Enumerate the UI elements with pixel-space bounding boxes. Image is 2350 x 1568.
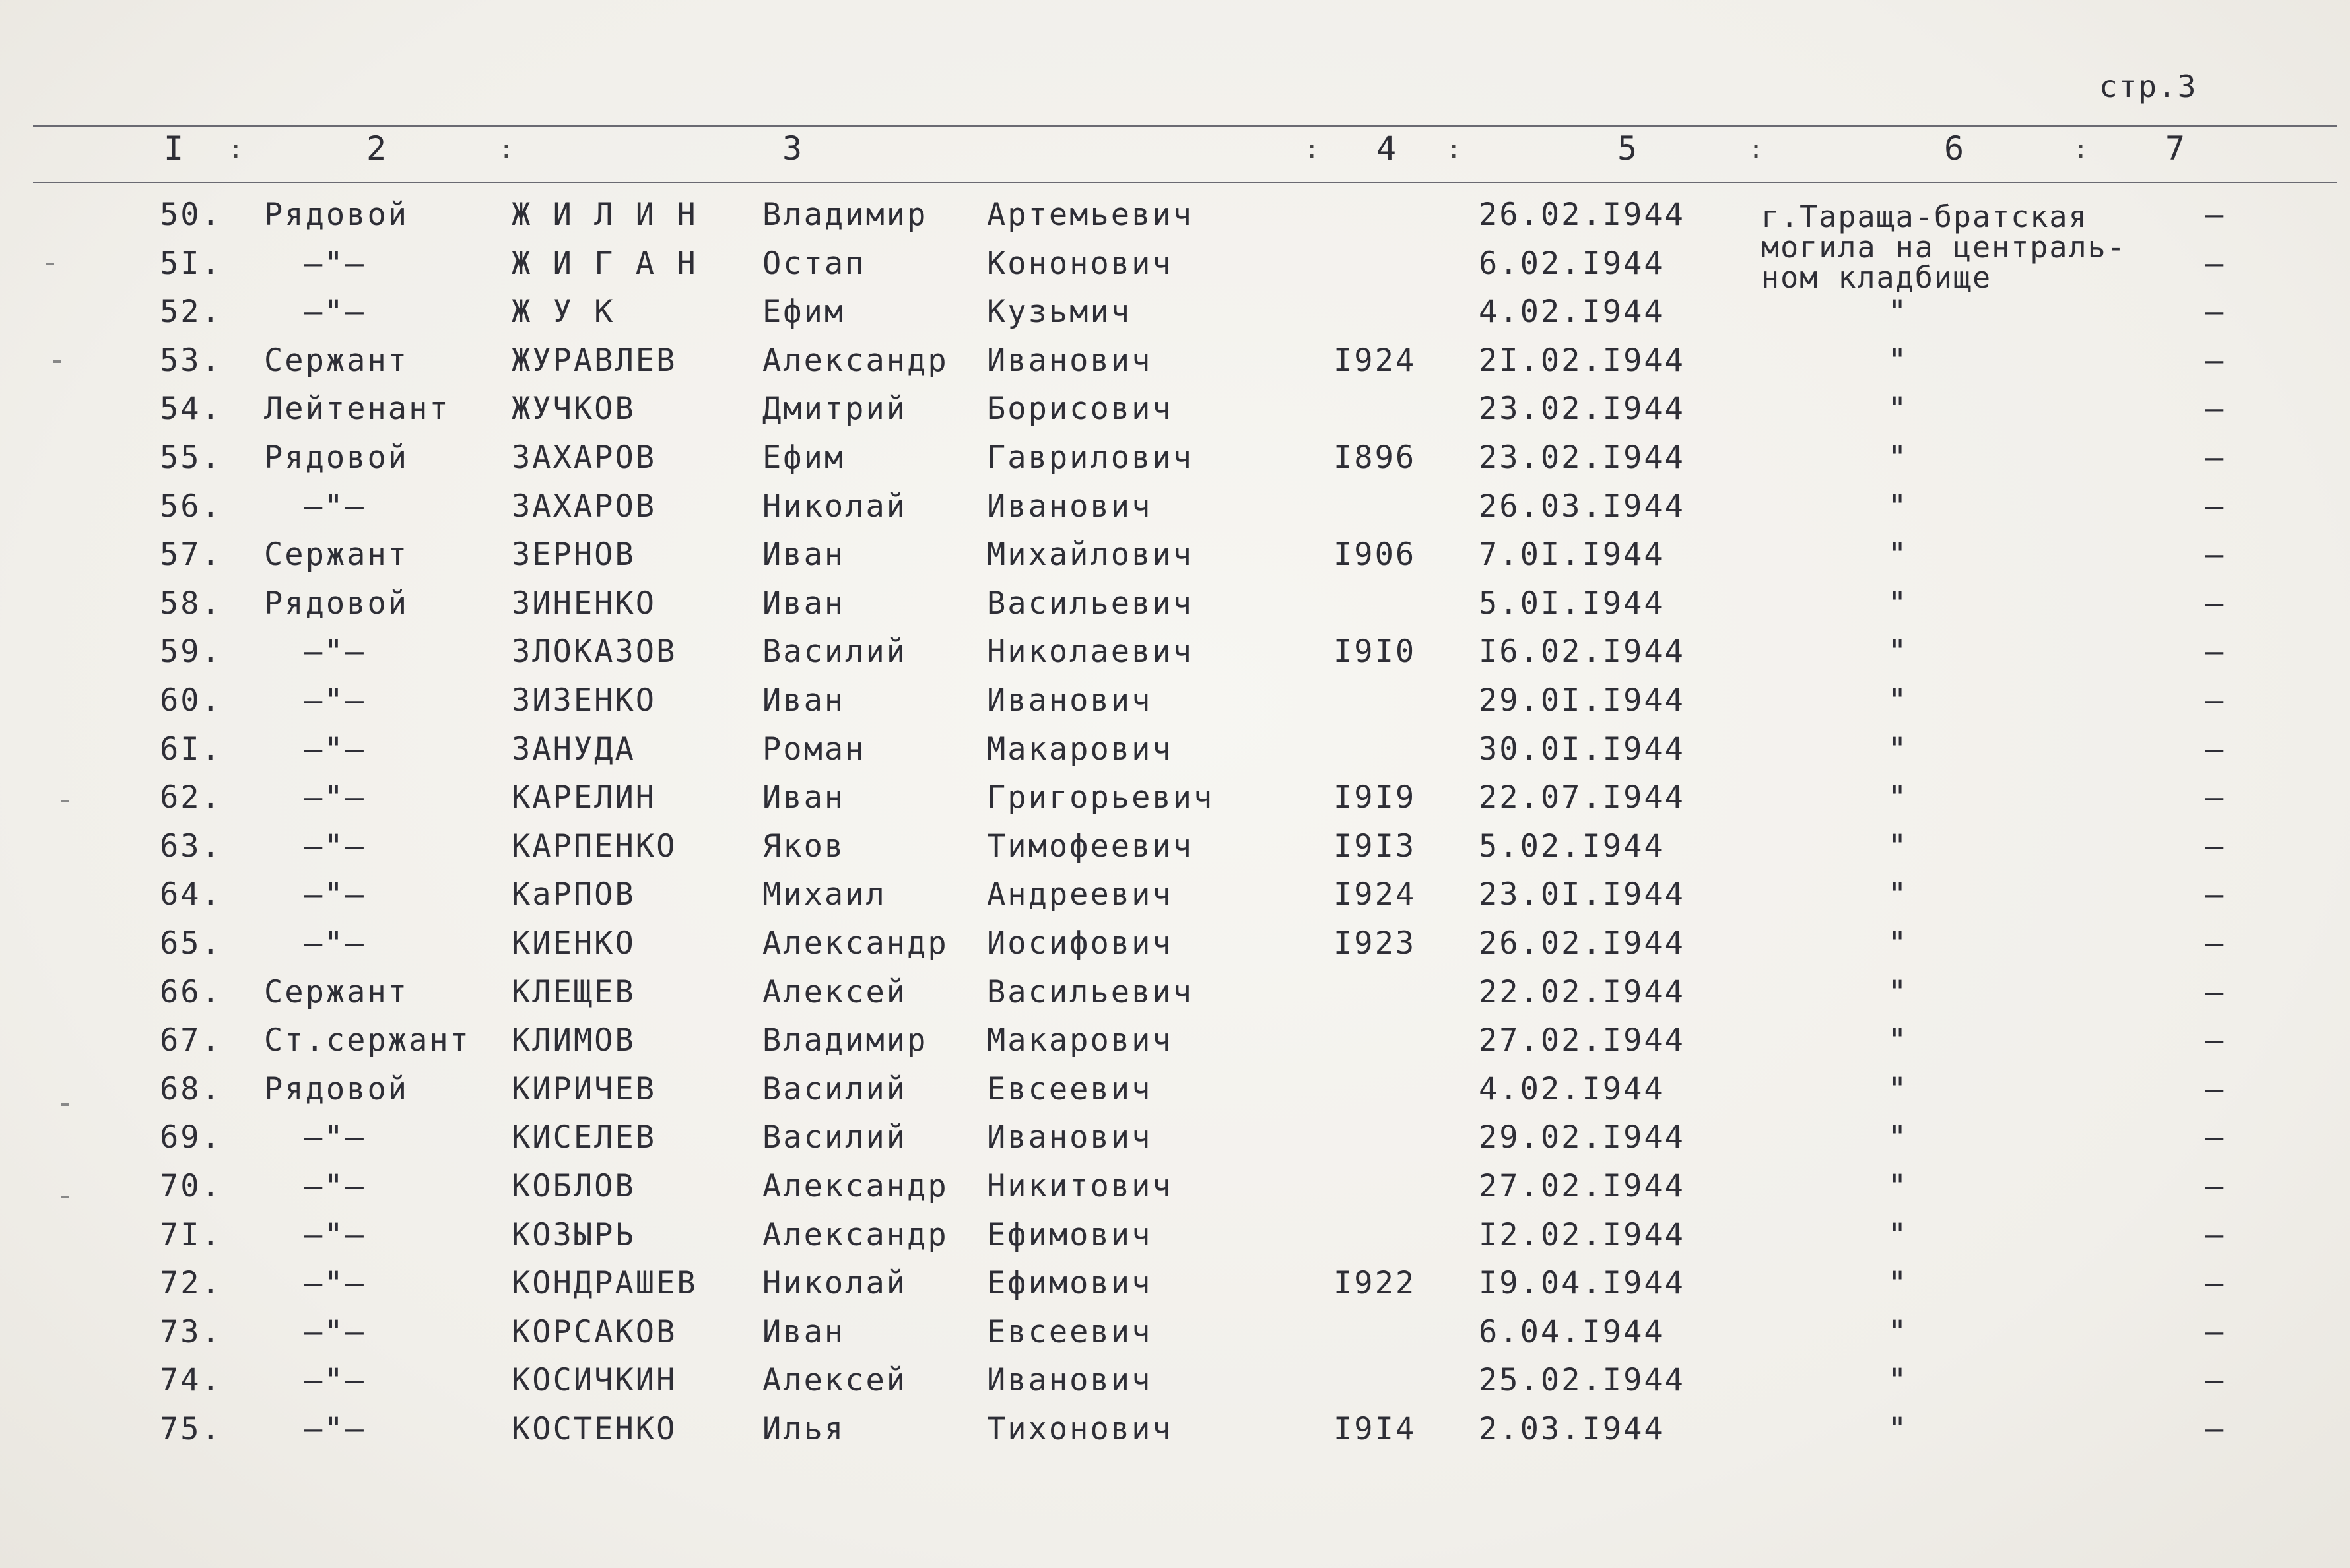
rank-cell: –"–: [304, 294, 366, 331]
burial-ditto-cell: ": [1888, 731, 1909, 768]
patronymic-cell: Артемьевич: [987, 197, 1193, 233]
rank-cell: –"–: [304, 245, 366, 282]
first-name-cell: Николай: [762, 1265, 908, 1302]
row-number: 54.: [160, 391, 222, 428]
burial-ditto-cell: ": [1888, 1168, 1909, 1204]
surname-cell: КаРПОВ: [512, 876, 636, 913]
note-cell: –: [2205, 1119, 2226, 1156]
note-cell: –: [2205, 197, 2226, 233]
burial-ditto-cell: ": [1888, 634, 1909, 670]
first-name-cell: Владимир: [762, 1022, 928, 1059]
table-row: [0, 731, 2350, 779]
column-separator: :: [228, 135, 244, 165]
rank-cell: Рядовой: [264, 197, 409, 233]
table-row: [0, 876, 2350, 925]
surname-cell: КОБЛОВ: [512, 1168, 636, 1204]
row-number: 65.: [160, 925, 222, 962]
rank-cell: –"–: [304, 1313, 366, 1350]
burial-ditto-cell: ": [1888, 342, 1909, 379]
first-name-cell: Иван: [762, 1313, 846, 1350]
rank-cell: –"–: [304, 1216, 366, 1253]
column-separator: :: [1446, 135, 1462, 165]
rank-cell: –"–: [304, 828, 366, 865]
birth-year-cell: I9I9: [1333, 779, 1417, 816]
surname-cell: ЗИНЕНКО: [512, 585, 657, 622]
burial-ditto-cell: ": [1888, 585, 1909, 622]
first-name-cell: Александр: [762, 1216, 949, 1253]
rank-cell: Рядовой: [264, 440, 409, 476]
table-row: [0, 1265, 2350, 1313]
rank-cell: Сержант: [264, 537, 409, 573]
first-name-cell: Ефим: [762, 294, 846, 331]
surname-cell: Ж У К: [512, 294, 615, 331]
rank-cell: Лейтенант: [264, 391, 450, 428]
first-name-cell: Иван: [762, 585, 846, 622]
row-number: 60.: [160, 682, 222, 719]
burial-ditto-cell: ": [1888, 1362, 1909, 1399]
death-date-cell: I2.02.I944: [1479, 1216, 1685, 1253]
table-row: [0, 537, 2350, 585]
first-name-cell: Александр: [762, 925, 949, 962]
burial-ditto-cell: ": [1888, 779, 1909, 816]
table-row: [0, 1119, 2350, 1167]
header-top-rule: [33, 125, 2337, 127]
row-number: 57.: [160, 537, 222, 573]
row-number: 6I.: [160, 731, 222, 768]
death-date-cell: 5.02.I944: [1479, 828, 1665, 865]
first-name-cell: Иван: [762, 682, 846, 719]
note-cell: –: [2205, 876, 2226, 913]
rank-cell: –"–: [304, 925, 366, 962]
note-cell: –: [2205, 1022, 2226, 1059]
table-row: [0, 488, 2350, 537]
table-row: [0, 974, 2350, 1022]
table-row: [0, 245, 2350, 294]
death-date-cell: 2I.02.I944: [1479, 342, 1685, 379]
death-date-cell: 23.02.I944: [1479, 391, 1685, 428]
first-name-cell: Илья: [762, 1411, 846, 1447]
column-separator: :: [2073, 135, 2089, 165]
patronymic-cell: Иосифович: [987, 925, 1173, 962]
rank-cell: Рядовой: [264, 585, 409, 622]
note-cell: –: [2205, 1362, 2226, 1399]
surname-cell: ЖУРАВЛЕВ: [512, 342, 677, 379]
column-header-6: 6: [1944, 129, 1964, 168]
note-cell: –: [2205, 973, 2226, 1010]
table-row: [0, 391, 2350, 439]
rank-cell: –"–: [304, 1411, 366, 1447]
patronymic-cell: Иванович: [987, 1362, 1153, 1399]
note-cell: –: [2205, 682, 2226, 719]
row-number: 68.: [160, 1070, 222, 1107]
row-number: 50.: [160, 197, 222, 233]
note-cell: –: [2205, 1216, 2226, 1253]
patronymic-cell: Гаврилович: [987, 440, 1193, 476]
patronymic-cell: Васильевич: [987, 585, 1193, 622]
patronymic-cell: Григорьевич: [987, 779, 1215, 816]
surname-cell: КИЕНКО: [512, 925, 636, 962]
table-row: [0, 779, 2350, 828]
patronymic-cell: Иванович: [987, 342, 1153, 379]
header-bottom-rule: [33, 182, 2337, 183]
patronymic-cell: Кузьмич: [987, 294, 1132, 331]
burial-ditto-cell: ": [1888, 1119, 1909, 1156]
table-row: [0, 440, 2350, 488]
note-cell: –: [2205, 828, 2226, 865]
note-cell: –: [2205, 634, 2226, 670]
patronymic-cell: Кононович: [987, 245, 1173, 282]
margin-mark: [61, 800, 69, 802]
death-date-cell: 5.0I.I944: [1479, 585, 1665, 622]
burial-ditto-cell: ": [1888, 973, 1909, 1010]
death-date-cell: 2.03.I944: [1479, 1411, 1665, 1447]
first-name-cell: Иван: [762, 779, 846, 816]
column-header-3: 3: [782, 129, 803, 168]
note-cell: –: [2205, 342, 2226, 379]
first-name-cell: Михаил: [762, 876, 887, 913]
surname-cell: Ж И Л И Н: [512, 197, 698, 233]
birth-year-cell: I923: [1333, 925, 1417, 962]
birth-year-cell: I9I4: [1333, 1411, 1417, 1447]
table-row: [0, 585, 2350, 634]
row-number: 59.: [160, 634, 222, 670]
first-name-cell: Василий: [762, 634, 908, 670]
column-header-2: 2: [366, 129, 387, 168]
row-number: 53.: [160, 342, 222, 379]
surname-cell: КОНДРАШЕВ: [512, 1265, 698, 1302]
table-row: [0, 1411, 2350, 1459]
patronymic-cell: Тимофеевич: [987, 828, 1193, 865]
patronymic-cell: Борисович: [987, 391, 1173, 428]
row-number: 7I.: [160, 1216, 222, 1253]
row-number: 72.: [160, 1265, 222, 1302]
rank-cell: Рядовой: [264, 1070, 409, 1107]
row-number: 58.: [160, 585, 222, 622]
death-date-cell: 27.02.I944: [1479, 1022, 1685, 1059]
rank-cell: –"–: [304, 634, 366, 670]
column-header-5: 5: [1617, 129, 1638, 168]
patronymic-cell: Иванович: [987, 488, 1153, 525]
row-number: 63.: [160, 828, 222, 865]
burial-place-text: г.Тараща-братская могила на централь-ном кладбище: [1761, 199, 2126, 295]
patronymic-cell: Макарович: [987, 731, 1173, 768]
patronymic-cell: Иванович: [987, 682, 1153, 719]
row-number: 73.: [160, 1313, 222, 1350]
first-name-cell: Яков: [762, 828, 846, 865]
death-date-cell: 22.02.I944: [1479, 973, 1685, 1010]
first-name-cell: Николай: [762, 488, 908, 525]
burial-ditto-cell: ": [1888, 294, 1909, 331]
rank-cell: –"–: [304, 1168, 366, 1204]
table-row: [0, 197, 2350, 245]
death-date-cell: 23.0I.I944: [1479, 876, 1685, 913]
birth-year-cell: I906: [1333, 537, 1417, 573]
burial-ditto-cell: ": [1888, 876, 1909, 913]
rank-cell: –"–: [304, 1265, 366, 1302]
table-row: [0, 1071, 2350, 1119]
burial-ditto-cell: ": [1888, 1022, 1909, 1059]
birth-year-cell: I896: [1333, 440, 1417, 476]
patronymic-cell: Николаевич: [987, 634, 1193, 670]
table-row: [0, 1362, 2350, 1410]
death-date-cell: 30.0I.I944: [1479, 731, 1685, 768]
note-cell: –: [2205, 1265, 2226, 1302]
surname-cell: КОРСАКОВ: [512, 1313, 677, 1350]
row-number: 75.: [160, 1411, 222, 1447]
row-number: 55.: [160, 440, 222, 476]
note-cell: –: [2205, 731, 2226, 768]
burial-ditto-cell: ": [1888, 488, 1909, 525]
surname-cell: ЗИЗЕНКО: [512, 682, 657, 719]
burial-ditto-cell: ": [1888, 1411, 1909, 1447]
death-date-cell: 7.0I.I944: [1479, 537, 1665, 573]
column-separator: :: [1748, 135, 1764, 165]
row-number: 62.: [160, 779, 222, 816]
patronymic-cell: Евсеевич: [987, 1070, 1153, 1107]
table-row: [0, 1168, 2350, 1216]
death-date-cell: 26.02.I944: [1479, 197, 1685, 233]
death-date-cell: 4.02.I944: [1479, 294, 1665, 331]
surname-cell: КАРЕЛИН: [512, 779, 657, 816]
page-number: стр.3: [2099, 69, 2198, 104]
burial-ditto-cell: ": [1888, 925, 1909, 962]
rank-cell: Сержант: [264, 342, 409, 379]
first-name-cell: Василий: [762, 1070, 908, 1107]
table-row: [0, 1314, 2350, 1362]
burial-ditto-cell: ": [1888, 828, 1909, 865]
note-cell: –: [2205, 391, 2226, 428]
note-cell: –: [2205, 1168, 2226, 1204]
row-number: 67.: [160, 1022, 222, 1059]
note-cell: –: [2205, 1411, 2226, 1447]
first-name-cell: Алексей: [762, 1362, 908, 1399]
rank-cell: –"–: [304, 779, 366, 816]
row-number: 70.: [160, 1168, 222, 1204]
surname-cell: Ж И Г А Н: [512, 245, 698, 282]
patronymic-cell: Никитович: [987, 1168, 1173, 1204]
death-date-cell: 29.0I.I944: [1479, 682, 1685, 719]
table-row: [0, 1217, 2350, 1265]
table-row: [0, 828, 2350, 876]
surname-cell: КОСТЕНКО: [512, 1411, 677, 1447]
patronymic-cell: Андреевич: [987, 876, 1173, 913]
surname-cell: ЗАХАРОВ: [512, 440, 657, 476]
death-date-cell: I9.04.I944: [1479, 1265, 1685, 1302]
patronymic-cell: Михайлович: [987, 537, 1193, 573]
burial-ditto-cell: ": [1888, 1313, 1909, 1350]
table-row: [0, 682, 2350, 731]
first-name-cell: Остап: [762, 245, 866, 282]
column-header-1: I: [164, 129, 184, 168]
note-cell: –: [2205, 245, 2226, 282]
note-cell: –: [2205, 585, 2226, 622]
first-name-cell: Василий: [762, 1119, 908, 1156]
burial-ditto-cell: ": [1888, 1265, 1909, 1302]
rank-cell: –"–: [304, 1119, 366, 1156]
first-name-cell: Иван: [762, 537, 846, 573]
birth-year-cell: I922: [1333, 1265, 1417, 1302]
margin-mark: [53, 360, 61, 363]
rank-cell: –"–: [304, 682, 366, 719]
first-name-cell: Дмитрий: [762, 391, 908, 428]
surname-cell: КЛЕЩЕВ: [512, 973, 636, 1010]
surname-cell: ЗАХАРОВ: [512, 488, 657, 525]
first-name-cell: Ефим: [762, 440, 846, 476]
patronymic-cell: Ефимович: [987, 1265, 1153, 1302]
birth-year-cell: I924: [1333, 876, 1417, 913]
row-number: 52.: [160, 294, 222, 331]
note-cell: –: [2205, 1070, 2226, 1107]
table-row: [0, 925, 2350, 973]
death-date-cell: 23.02.I944: [1479, 440, 1685, 476]
rank-cell: –"–: [304, 876, 366, 913]
surname-cell: КАРПЕНКО: [512, 828, 677, 865]
patronymic-cell: Макарович: [987, 1022, 1173, 1059]
table-row: [0, 634, 2350, 682]
surname-cell: ЗАНУДА: [512, 731, 636, 768]
death-date-cell: 26.03.I944: [1479, 488, 1685, 525]
surname-cell: КОСИЧКИН: [512, 1362, 677, 1399]
first-name-cell: Александр: [762, 342, 949, 379]
column-header-7: 7: [2165, 129, 2186, 168]
death-date-cell: 27.02.I944: [1479, 1168, 1685, 1204]
death-date-cell: 6.04.I944: [1479, 1313, 1665, 1350]
column-separator: :: [1304, 135, 1320, 165]
table-row: [0, 1022, 2350, 1070]
margin-mark: [61, 1196, 69, 1198]
note-cell: –: [2205, 925, 2226, 962]
birth-year-cell: I924: [1333, 342, 1417, 379]
row-number: 66.: [160, 973, 222, 1010]
note-cell: –: [2205, 440, 2226, 476]
surname-cell: КИСЕЛЕВ: [512, 1119, 657, 1156]
surname-cell: ЖУЧКОВ: [512, 391, 636, 428]
rank-cell: Сержант: [264, 973, 409, 1010]
death-date-cell: 6.02.I944: [1479, 245, 1665, 282]
note-cell: –: [2205, 537, 2226, 573]
burial-ditto-cell: ": [1888, 1216, 1909, 1253]
rank-cell: Ст.сержант: [264, 1022, 471, 1059]
surname-cell: ЗЕРНОВ: [512, 537, 636, 573]
death-date-cell: 29.02.I944: [1479, 1119, 1685, 1156]
death-date-cell: 26.02.I944: [1479, 925, 1685, 962]
birth-year-cell: I9I3: [1333, 828, 1417, 865]
burial-ditto-cell: ": [1888, 537, 1909, 573]
margin-mark: [61, 1103, 69, 1106]
margin-mark: [46, 263, 54, 265]
rank-cell: –"–: [304, 731, 366, 768]
first-name-cell: Александр: [762, 1168, 949, 1204]
rank-cell: –"–: [304, 1362, 366, 1399]
surname-cell: КЛИМОВ: [512, 1022, 636, 1059]
death-date-cell: 22.07.I944: [1479, 779, 1685, 816]
patronymic-cell: Васильевич: [987, 973, 1193, 1010]
row-number: 69.: [160, 1119, 222, 1156]
note-cell: –: [2205, 488, 2226, 525]
patronymic-cell: Иванович: [987, 1119, 1153, 1156]
death-date-cell: 25.02.I944: [1479, 1362, 1685, 1399]
column-separator: :: [498, 135, 515, 165]
patronymic-cell: Тихонович: [987, 1411, 1173, 1447]
surname-cell: ЗЛОКАЗОВ: [512, 634, 677, 670]
table-row: [0, 294, 2350, 342]
surname-cell: КИРИЧЕВ: [512, 1070, 657, 1107]
note-cell: –: [2205, 779, 2226, 816]
death-date-cell: 4.02.I944: [1479, 1070, 1665, 1107]
first-name-cell: Алексей: [762, 973, 908, 1010]
first-name-cell: Владимир: [762, 197, 928, 233]
death-date-cell: I6.02.I944: [1479, 634, 1685, 670]
note-cell: –: [2205, 1313, 2226, 1350]
row-number: 5I.: [160, 245, 222, 282]
burial-ditto-cell: ": [1888, 391, 1909, 428]
row-number: 64.: [160, 876, 222, 913]
row-number: 56.: [160, 488, 222, 525]
surname-cell: КОЗЫРЬ: [512, 1216, 636, 1253]
column-header-4: 4: [1376, 129, 1397, 168]
burial-ditto-cell: ": [1888, 1070, 1909, 1107]
burial-ditto-cell: ": [1888, 440, 1909, 476]
burial-ditto-cell: ": [1888, 682, 1909, 719]
birth-year-cell: I9I0: [1333, 634, 1417, 670]
table-row: [0, 343, 2350, 391]
rank-cell: –"–: [304, 488, 366, 525]
first-name-cell: Роман: [762, 731, 866, 768]
patronymic-cell: Евсеевич: [987, 1313, 1153, 1350]
row-number: 74.: [160, 1362, 222, 1399]
note-cell: –: [2205, 294, 2226, 331]
patronymic-cell: Ефимович: [987, 1216, 1153, 1253]
